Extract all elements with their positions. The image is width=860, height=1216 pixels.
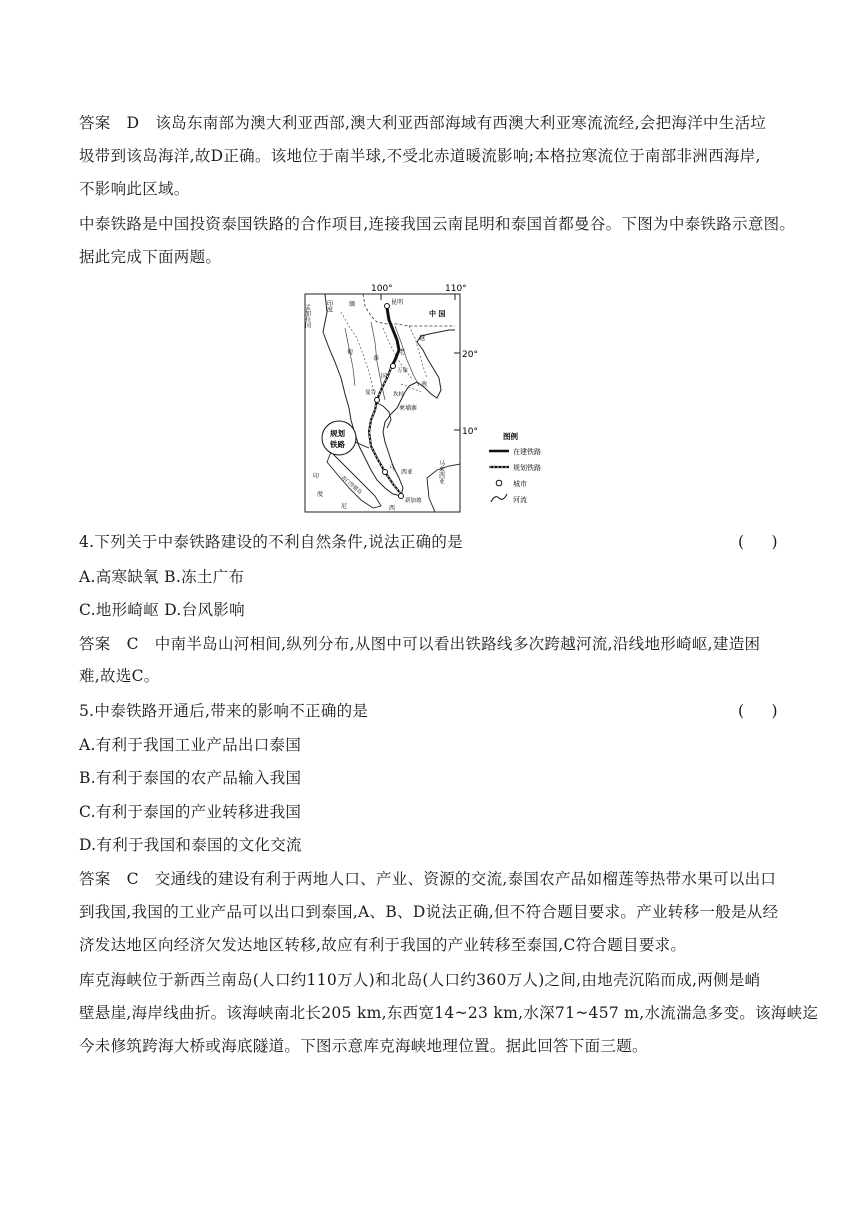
answer-letter: C xyxy=(126,635,139,653)
q4-stem: 4.下列关于中泰铁路建设的不利自然条件,说法正确的是 xyxy=(79,533,464,551)
label-cambodia: 柬埔寨 xyxy=(399,405,418,412)
legend-item-construction: 在建铁路 xyxy=(513,448,541,456)
lon-label-110: 110° xyxy=(445,284,467,294)
q5-option-a: A.有利于我国工业产品出口泰国 xyxy=(79,736,302,754)
q5-option-b: B.有利于泰国的农产品输入我国 xyxy=(79,769,302,787)
q4-options-line-2: C.地形崎岖 D.台风影响 xyxy=(79,601,245,619)
answer-label: 答案 xyxy=(79,114,111,132)
label-malaysia-e: 马来西亚 xyxy=(437,460,445,484)
answer-letter: C xyxy=(126,870,139,888)
intro2-line-2: 壁悬崖,海岸线曲折。该海峡南北长205 km,东西宽14~23 km,水深71~457 m,水流湍急多变。该海峡迄 xyxy=(79,1004,819,1022)
q4-answer-line-1 xyxy=(79,632,760,654)
q5-answer-line-3: 济发达地区向经济欠发达地区转移,故应有利于我国的产业转移至泰国,C符合题目要求。 xyxy=(79,936,687,954)
q5-option-d: D.有利于我国和泰国的文化交流 xyxy=(79,836,302,854)
intro-line-1: 中泰铁路是中国投资泰国铁路的合作项目,连接我国云南昆明和泰国首都曼谷。下图为中泰铁路示意图。 xyxy=(79,215,796,233)
planned-railway-callout xyxy=(322,421,356,455)
label-malaysia-west: 西亚 xyxy=(401,469,414,476)
label-myanmar-1: 缅 xyxy=(349,301,356,308)
city-kunming xyxy=(385,304,390,309)
label-singapore: 新加坡 xyxy=(405,498,422,504)
answer-label: 答案 xyxy=(79,870,111,888)
q4-answer-paren: ( ) xyxy=(738,533,784,551)
lat-label-20: 20° xyxy=(462,350,478,360)
intro2-line-3: 今未修筑跨海大桥或海底隧道。下图示意库克海峡地理位置。据此回答下面三题。 xyxy=(79,1037,648,1055)
answer-text: 中南半岛山河相间,纵列分布,从图中可以看出铁路线多次跨越河流,沿线地形崎岖,建造困 xyxy=(154,635,761,653)
intro2-line-1: 库克海峡位于新西兰南岛(人口约110万人)和北岛(人口约360万人)之间,由地壳沉陷而成,两侧是峭 xyxy=(79,971,761,989)
q5-stem: 5.中泰铁路开通后,带来的影响不正确的是 xyxy=(79,702,369,720)
q4-options-line-1: A.高寒缺氧 B.冻土广布 xyxy=(79,568,245,586)
intro-line-2: 据此完成下面两题。 xyxy=(79,248,222,266)
label-indonesia-3: 尼 xyxy=(341,503,348,510)
answer-text: 交通线的建设有利于两地人口、产业、资源的交流,泰国农产品如榴莲等热带水果可以出口 xyxy=(154,870,777,888)
legend-title: 图例 xyxy=(503,432,518,441)
city-vientiane xyxy=(391,364,396,369)
label-indonesia-2: 度 xyxy=(317,491,324,498)
label-laos: 老 xyxy=(399,349,406,356)
label-sumatra: 苏门答腊岛 xyxy=(339,474,363,496)
q5-answer-line-1 xyxy=(79,867,776,889)
sino-thai-railway-map xyxy=(305,282,560,512)
q5-answer-paren: ( ) xyxy=(738,702,784,720)
label-india: 印度 xyxy=(325,300,333,312)
answer-text: 该岛东南部为澳大利亚西部,澳大利亚西部海域有西澳大利亚寒流流经,会把海洋中生活垃 xyxy=(155,114,767,132)
legend-symbol-city xyxy=(496,480,502,486)
label-thailand-2: 国 xyxy=(381,373,388,380)
label-bangladesh: 孟加拉国 xyxy=(303,304,311,328)
answer-label: 答案 xyxy=(79,635,111,653)
label-vientiane: 万象 xyxy=(397,368,409,374)
callout-line-1: 规划 xyxy=(330,429,345,438)
city-kl xyxy=(383,470,388,475)
q5-answer-line-2: 到我国,我国的工业产品可以出口到泰国,A、B、D说法正确,但不符合题目要求。产业转移一般是从经 xyxy=(79,903,779,921)
q5-option-c: C.有利于泰国的产业转移进我国 xyxy=(79,803,302,821)
legend-item-river: 河流 xyxy=(513,496,527,504)
callout-line-2: 铁路 xyxy=(330,440,345,449)
label-kunming: 昆明 xyxy=(391,299,404,306)
answer-1-line-2: 圾带到该岛海洋,故D正确。该地位于南半球,不受北赤道暖流影响;本格拉寒流位于南部非洲西海岸, xyxy=(79,147,761,165)
city-singapore xyxy=(399,494,404,499)
label-vietnam-2: 南 xyxy=(421,381,428,388)
label-kinh: 坎桂 xyxy=(393,392,405,398)
label-bangkok: 曼谷 xyxy=(365,390,377,396)
q4-answer-line-2: 难,故选C。 xyxy=(79,667,160,685)
label-indonesia-1: 印 xyxy=(313,473,320,480)
lat-label-10: 10° xyxy=(462,427,478,437)
label-china: 中 国 xyxy=(429,310,446,318)
label-myanmar-2: 甸 xyxy=(347,349,354,356)
legend-symbol-river xyxy=(491,494,507,502)
legend-item-planned: 规划铁路 xyxy=(513,464,541,472)
label-vietnam-1: 越 xyxy=(419,335,426,342)
answer-letter: D xyxy=(126,114,140,132)
answer-1-line-3: 不影响此区域。 xyxy=(79,180,190,198)
label-indonesia-4: 西 xyxy=(389,505,396,512)
label-thailand-1: 泰 xyxy=(373,355,380,362)
city-bangkok xyxy=(375,398,380,403)
answer-1-line-1 xyxy=(79,111,766,133)
label-malaysia-w: 马 xyxy=(389,465,396,472)
lon-label-100: 100° xyxy=(371,284,393,294)
legend-item-city: 城市 xyxy=(513,480,527,488)
